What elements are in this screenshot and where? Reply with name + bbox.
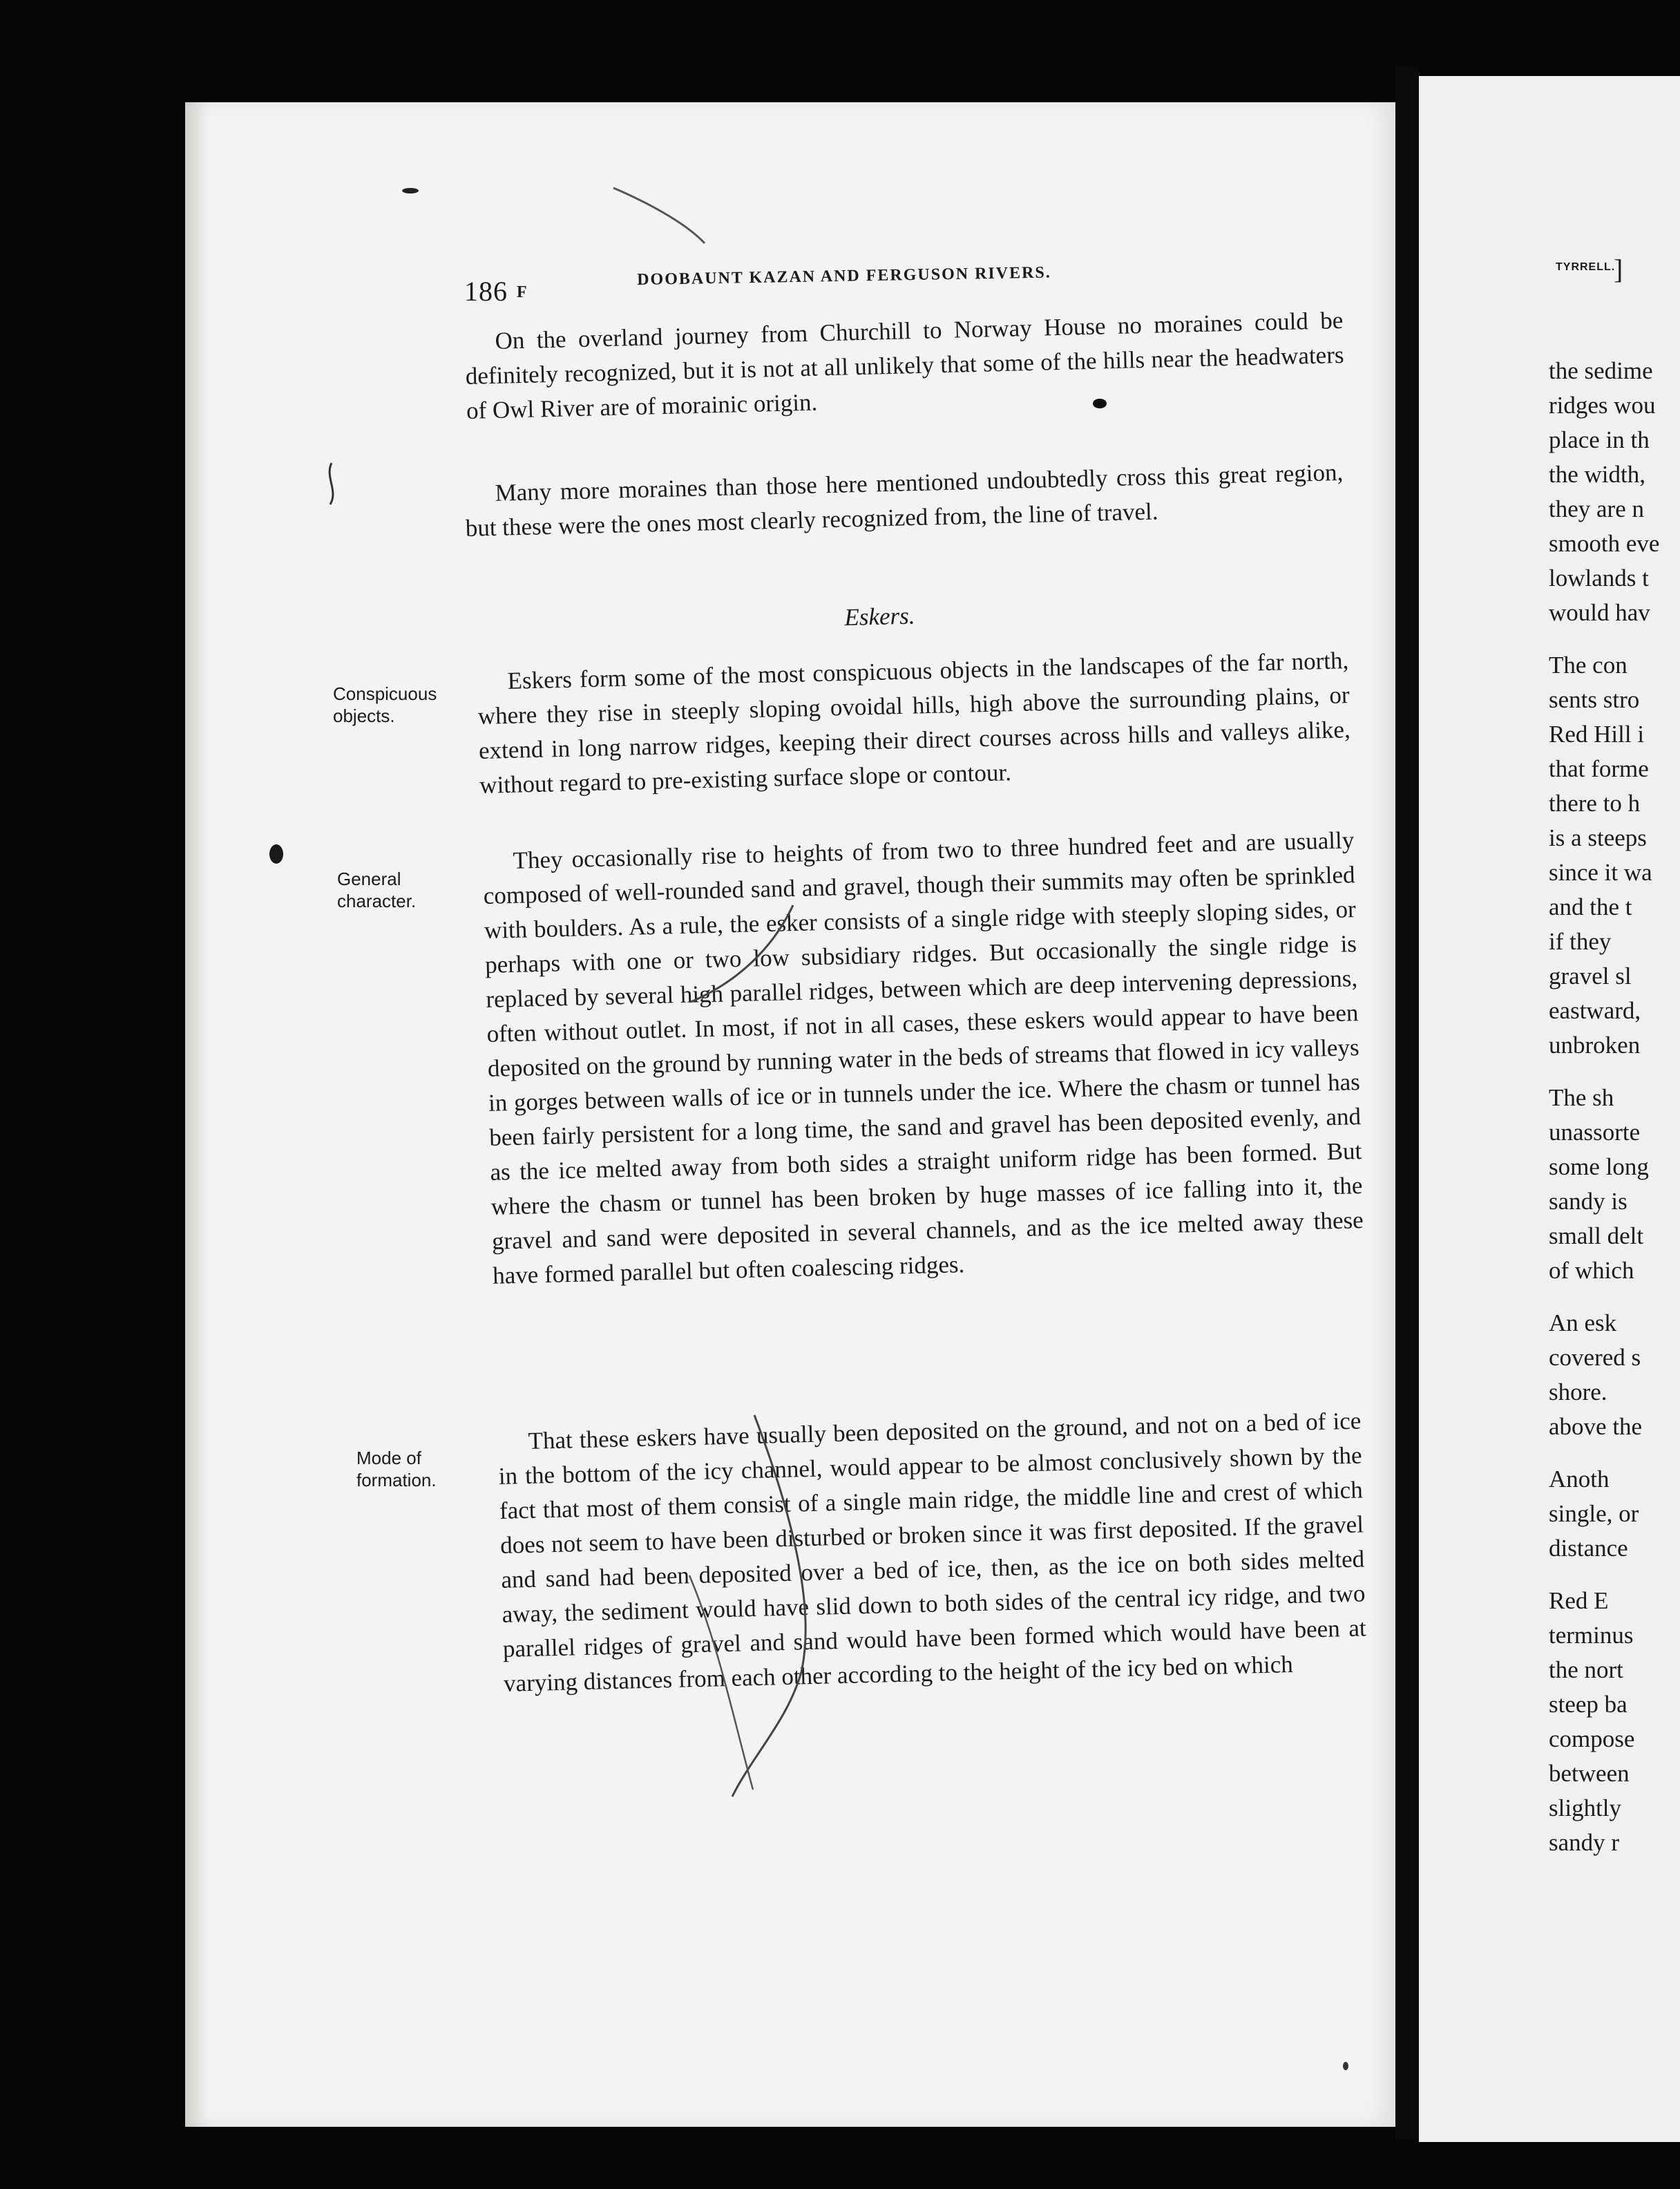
right-page-line: compose bbox=[1549, 1725, 1635, 1752]
right-page-line: Red E bbox=[1549, 1587, 1609, 1614]
right-page-line: above the bbox=[1549, 1413, 1643, 1440]
right-page-line: eastward, bbox=[1549, 997, 1641, 1024]
right-page-line: terminus bbox=[1549, 1622, 1634, 1649]
ink-blot-margin bbox=[269, 844, 283, 864]
right-page-line: sandy is bbox=[1549, 1188, 1628, 1215]
paragraph-text: They occasionally rise to heights of from two to three hundred feet and are usually composed of well-rounded sand and gravel, though their summits may often be sprinkled with boulders. As a rule, the esker consists of a single ridge with steeply sloping sides, or perhaps with one or two low subsidiary ridges. But occasionally the single ridge is replaced by several high parallel ridges, between which are deep intervening depressions, often without outlet. In most, if not in all cases, these eskers would appear to have been deposited on the ground by running water in the beds of streams that flowed in icy valleys in gorges between walls of ice or in tunnels under the ice. Where the chasm or tunnel has been fairly persistent for a long time, the sand and gravel has been deposited evenly, and as the ice melted away from both sides a straight uniform ridge has been formed. But where the chasm or tunnel has been broken by huge masses of ice falling into it, the gravel and sand were deposited in several channels, and as the ice melted away these have formed parallel but often coalescing ridges. bbox=[483, 826, 1364, 1289]
paragraph-text: On the overland journey from Churchill to Norway House no moraines could be definitely recognized, but it is not at all unlikely that some of the hills near the headwaters of Owl River are of morainic origin. bbox=[465, 306, 1344, 424]
ink-speck-bottom bbox=[1343, 2062, 1348, 2070]
right-page-line: single, or bbox=[1549, 1500, 1639, 1527]
paragraph-text: Eskers form some of the most conspicuous objects in the landscapes of the far north, where they rise in steeply sloping ovoidal hills, high above the surrounding plains, or extend in long narrow ridges, keeping their direct courses across hills and valleys alike, without regard to pre-existing surface slope or contour. bbox=[477, 647, 1351, 799]
right-page-line: the sedime bbox=[1549, 357, 1653, 384]
paragraph-text: That these eskers have usually been deposited on the ground, and not on a bed of ice in the bottom of the icy channel, would appear to be almost conclusively shown by the fact that most of them consist of a single main ridge, the middle line and crest of which does not seem to have been disturbed or broken since it was first deposited. If the gravel and sand had been deposited over a bed of ice, then, as the ice on both sides melted away, the sediment would have slid down to both sides of the central icy ridge, and two parallel ridges of gravel and sand would have been formed which would have been at varying distances from each other according to the height of the icy bed on which bbox=[498, 1407, 1367, 1697]
right-page-line: they are n bbox=[1549, 495, 1644, 522]
right-page-line: unbroken bbox=[1549, 1032, 1641, 1059]
right-head-bracket: ] bbox=[1614, 254, 1623, 285]
right-page-line: that forme bbox=[1549, 755, 1649, 782]
right-page-line: some long bbox=[1549, 1153, 1649, 1180]
side-note-conspicuous: Conspicuous objects. bbox=[333, 683, 437, 726]
right-page-line: unassorte bbox=[1549, 1119, 1641, 1146]
section-heading-eskers: Eskers. bbox=[844, 602, 915, 631]
right-page-line: would hav bbox=[1549, 599, 1650, 626]
right-page-line: the width, bbox=[1549, 461, 1645, 488]
right-page-line: steep ba bbox=[1549, 1691, 1628, 1718]
right-page-line: Anoth bbox=[1549, 1466, 1610, 1492]
right-page-line: ridges wou bbox=[1549, 392, 1656, 419]
pencil-stroke-lower bbox=[732, 1415, 805, 1797]
right-page-line: between bbox=[1549, 1760, 1630, 1787]
side-note-mode-of-formation: Mode of formation. bbox=[356, 1448, 437, 1490]
right-page-line: The sh bbox=[1549, 1084, 1614, 1111]
right-page-line: sandy r bbox=[1549, 1829, 1620, 1856]
right-page-line: shore. bbox=[1549, 1378, 1607, 1405]
running-title: DOOBAUNT KAZAN AND FERGUSON RIVERS. bbox=[637, 263, 1052, 289]
pencil-stroke-middle bbox=[691, 905, 793, 1002]
right-page-line: place in th bbox=[1549, 426, 1650, 453]
pencil-stroke-top bbox=[613, 188, 705, 243]
right-page-line: small delt bbox=[1549, 1222, 1644, 1249]
right-page-line: if they bbox=[1549, 928, 1612, 955]
right-page-line: the nort bbox=[1549, 1656, 1623, 1683]
right-page-line: smooth eve bbox=[1549, 530, 1660, 557]
margin-pencil-mark bbox=[330, 463, 333, 504]
right-page-line: lowlands t bbox=[1549, 565, 1649, 591]
right-page-line: slightly bbox=[1549, 1794, 1622, 1821]
page-number-suffix: F bbox=[517, 283, 527, 301]
right-page-line: and the t bbox=[1549, 893, 1632, 920]
paragraph-text: Many more moraines than those here mentioned undoubtedly cross this great region, but these were the ones most clearly recognized from, the line of travel. bbox=[465, 458, 1344, 542]
right-page-line: there to h bbox=[1549, 790, 1641, 817]
right-running-head: TYRRELL. bbox=[1556, 261, 1616, 273]
right-page-line: Red Hill i bbox=[1549, 721, 1645, 748]
ink-speck bbox=[402, 188, 419, 193]
right-page-line: gravel sl bbox=[1549, 963, 1632, 989]
ink-blot-owl-river bbox=[1093, 399, 1107, 408]
page-number: 186 bbox=[464, 276, 508, 307]
right-page-line: is a steeps bbox=[1549, 824, 1647, 851]
right-page-line: covered s bbox=[1549, 1344, 1641, 1371]
side-note-general-character: General character. bbox=[337, 869, 417, 911]
right-page-line: since it wa bbox=[1549, 859, 1652, 886]
pencil-stroke-lower-2 bbox=[689, 1575, 753, 1790]
right-page-line: An esk bbox=[1549, 1309, 1617, 1336]
right-page-line: The con bbox=[1549, 652, 1628, 679]
right-page-line: of which bbox=[1549, 1257, 1634, 1284]
right-page-line: distance bbox=[1549, 1535, 1628, 1562]
right-page-line: sents stro bbox=[1549, 686, 1640, 713]
